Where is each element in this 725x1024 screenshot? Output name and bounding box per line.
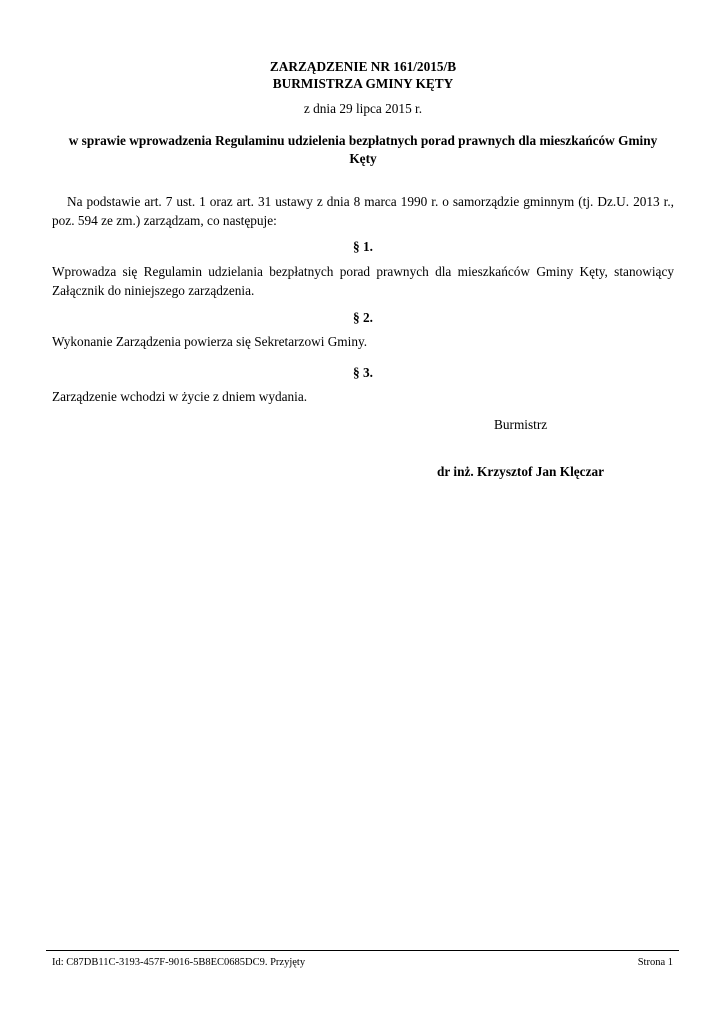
signature-name: dr inż. Krzysztof Jan Klęczar — [437, 464, 605, 479]
subject-line-1: w sprawie wprowadzenia Regulaminu udzielenia bezpłatnych porad prawnych dla mieszkańców Gminy — [68, 133, 658, 148]
section-2-text — [52, 332, 674, 351]
section-1-mark: § 1. — [353, 239, 373, 254]
document-subject — [52, 132, 674, 168]
document-date: z dnia 29 lipca 2015 r. — [303, 101, 423, 116]
preamble-line-2: poz. 594 ze zm.) zarządzam, co następuje: — [52, 213, 277, 228]
section-1-text — [52, 262, 674, 300]
title-line-1: ZARZĄDZENIE NR 161/2015/B — [269, 59, 457, 74]
signature-role: Burmistrz — [494, 417, 548, 432]
footer-page-number: Strona 1 — [637, 957, 673, 968]
section-3-line-1: Zarządzenie wchodzi w życie z dniem wydania. — [52, 389, 308, 404]
footer-document-id: Id: C87DB11C-3193-457F-9016-5B8EC0685DC9. Przyjęty — [52, 957, 306, 968]
section-1-line-2: Załącznik do niniejszego zarządzenia. — [52, 283, 255, 298]
preamble — [52, 192, 674, 230]
subject-line-2: Kęty — [349, 151, 377, 166]
section-2-line-1: Wykonanie Zarządzenia powierza się Sekretarzowi Gminy. — [52, 334, 368, 349]
title-line-2: BURMISTRZA GMINY KĘTY — [272, 76, 454, 91]
section-3-mark: § 3. — [353, 365, 373, 380]
document-title — [52, 58, 674, 92]
preamble-line-1: Na podstawie art. 7 ust. 1 oraz art. 31 ustawy z dnia 8 marca 1990 r. o samorządzie gminnym (tj. Dz.U. 2013 r., — [67, 194, 674, 209]
footer-divider — [46, 950, 679, 951]
section-3-text — [52, 387, 674, 406]
section-2-mark: § 2. — [353, 310, 373, 325]
section-1-line-1: Wprowadza się Regulamin udzielania bezpłatnych porad prawnych dla mieszkańców Gminy Kęty, stanowiący — [52, 264, 674, 279]
